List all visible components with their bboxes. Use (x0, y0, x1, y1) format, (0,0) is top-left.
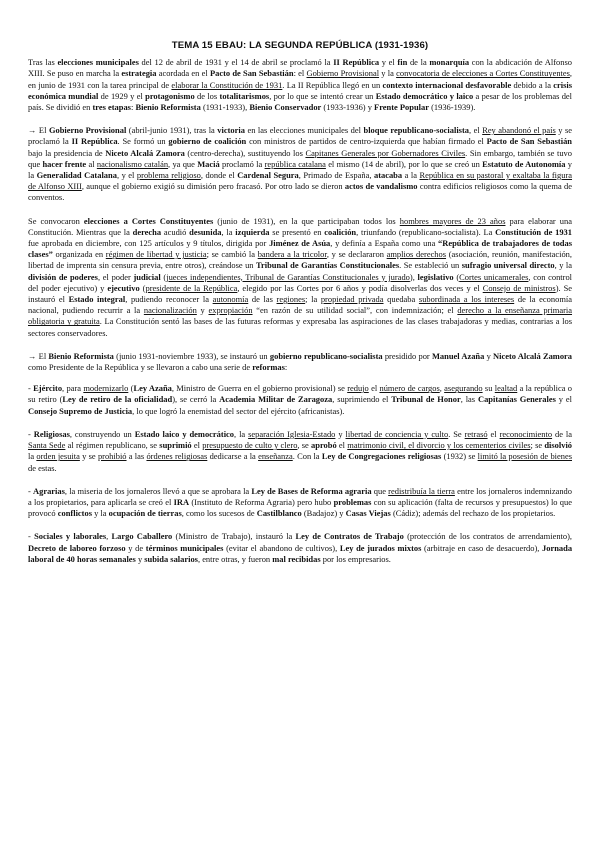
text-run: a la república o su retiro ( (28, 383, 572, 405)
text-run: ( (128, 383, 134, 394)
underlined-text: modernizarlo (83, 383, 129, 394)
text-run: como Presidente de la República y se llevaron a cabo una serie de (28, 362, 253, 373)
underlined-text: república catalana (264, 158, 326, 169)
text-run: por los empresarios. (320, 553, 391, 564)
bold-text: Manuel Azaña (431, 350, 485, 361)
text-run: (1931-1933), (200, 102, 250, 113)
bold-text: Estado laico y democrático (134, 428, 235, 439)
bold-text: Sociales y laborales (34, 531, 107, 542)
underlined-text: régimen de libertad y justicia (105, 249, 207, 260)
text-run: . La Constitución sentó las bases de las futuras reformas y expresaba las aspiraciones de las clases trabajadoras y medias, contrarias a los sectores conservadores. (28, 316, 572, 338)
text-run: el (487, 428, 500, 439)
text-run: debido a la (511, 79, 554, 90)
bold-text: crisis económica mundial (28, 79, 572, 101)
text-run: Se convocaron (28, 215, 84, 226)
bold-text: “República de trabajadores de todas clases” (28, 238, 573, 260)
bold-text: sufragio universal directo (461, 260, 555, 271)
bold-text: totalitarismos (219, 90, 270, 101)
text-run: (Badajoz) y (301, 508, 346, 519)
text-run: quedaba (383, 294, 419, 305)
text-run: con ministros de partidos de centro-izquierda que habían firmado el (246, 136, 487, 147)
text-run: del 12 de abril de 1931 y el 14 de abril se proclamó la (138, 57, 334, 68)
text-run: de 1929 y el (98, 90, 146, 101)
text-run: y (135, 553, 145, 564)
bold-text: Niceto Alcalá Zamora (105, 147, 185, 158)
text-run: presidido por (382, 350, 432, 361)
text-run: (Instituto de Reforma Agraria) pero hubo (189, 496, 334, 507)
text-run: ; se cambió la (206, 249, 258, 260)
bold-text: Castilblanco (256, 508, 302, 519)
underlined-text: Gobierno Provisional (306, 68, 380, 79)
text-run: . Sin embargo, también se tuvo que (28, 147, 572, 169)
text-run: , para (62, 383, 84, 394)
underlined-text: número de cargos (379, 383, 440, 394)
bold-text: IRA (173, 496, 190, 507)
underlined-text: elaborar la Constitución de 1931 (171, 79, 283, 90)
text-run: con su aplicación (falta de recursos y presupuestos) lo que provocó (28, 496, 572, 519)
bold-text: contexto internacional desfavorable (382, 79, 512, 90)
bold-text: Estado integral (68, 294, 126, 305)
text-run: de los (194, 90, 220, 101)
bold-text: Estado democrático y laico (375, 90, 474, 101)
bold-text: Ley Azaña (133, 383, 172, 394)
text-run: , (106, 531, 112, 542)
text-run: dedicarse a la (207, 451, 259, 462)
bold-text: gobierno republicano-socialista (269, 350, 383, 361)
text-run: . La II República llegó en un (282, 79, 383, 90)
bold-text: Decreto de laboreo forzoso (28, 542, 126, 553)
text-run: su (482, 383, 495, 394)
bold-text: derecha (132, 226, 162, 237)
bold-text: Gobierno Provisional (48, 125, 127, 136)
bold-text: desunida (189, 226, 222, 237)
bold-text: Ley de Congregaciones religiosas (321, 451, 442, 462)
text-run: y se proclamó la (28, 125, 573, 147)
bold-text: coalición (324, 226, 357, 237)
text-run: se presentó en (269, 226, 325, 237)
underlined-text: retrasó (464, 428, 488, 439)
text-run: (Cádiz); además del rechazo de los propietarios. (390, 508, 556, 519)
underlined-text: República en su pastoral y exaltaba la figura de Alfonso XIII (28, 170, 573, 192)
underlined-text: enseñanza (258, 451, 293, 462)
text-run: , ya que (168, 158, 198, 169)
text-run: y el (555, 394, 572, 405)
text-run: el (368, 383, 380, 394)
bold-text: gobierno de coalición (168, 136, 247, 147)
text-run: , donde el (200, 170, 238, 181)
bold-text: actos de vandalismo (344, 181, 418, 192)
text-run: y (335, 428, 346, 439)
text-run: , elegido por las Cortes por 6 años y podía disolverlas dos veces y el (237, 282, 483, 293)
underlined-text: limitó la posesión de bienes (477, 451, 572, 462)
text-run: , la (234, 428, 249, 439)
bold-text: Jiménez de Asúa (269, 238, 331, 249)
text-run: - (28, 531, 35, 542)
bold-text: estrategia (121, 68, 157, 79)
underlined-text: jueces independientes, Tribunal de Garantías Constitucionales y jurado (166, 271, 410, 282)
bold-text: Pacto de San Sebastián (486, 136, 573, 147)
text-run: , con control del poder ejecutivo) y (28, 271, 573, 293)
text-run: ; se (530, 440, 545, 451)
text-run: , el (468, 125, 483, 136)
text-run: ), (409, 271, 418, 282)
bold-text: Ley de retiro de la oficialidad (62, 394, 173, 405)
text-run: (protección de los contratos de arrendamiento), (403, 531, 573, 542)
bold-text: aprobó (311, 440, 337, 451)
text-run: , se (297, 440, 312, 451)
paragraph-constitucion (28, 216, 572, 339)
text-run: de la (552, 428, 573, 439)
text-run: al (86, 158, 97, 169)
text-run: para elaborar una Constitución. Mientras que la (28, 215, 572, 237)
underlined-text: lealtad (494, 383, 518, 394)
bold-text: Tribunal de Garantías Constitucionales (255, 260, 400, 271)
underlined-text: amplios derechos (386, 249, 447, 260)
text-run: a la (402, 170, 420, 181)
text-run: (1936-1939). (428, 102, 476, 113)
text-run: (abril-junio 1931), tras la (126, 125, 218, 136)
text-run: y el (379, 57, 398, 68)
text-run: de la (407, 57, 430, 68)
text-run: , como los sucesos de (181, 508, 257, 519)
bold-text: subida salarios (144, 553, 198, 564)
bold-text: Ley de Contratos de Trabajo (295, 531, 404, 542)
bold-text: elecciones a Cortes Constituyentes (83, 215, 214, 226)
text-run: (arbitraje en caso de desacuerdo), (421, 542, 543, 553)
text-run: → El (28, 350, 49, 361)
text-run: con la abdicación de Alfonso XIII. Se puso en marcha la (28, 57, 572, 79)
underlined-text: problema religioso (136, 170, 201, 181)
underlined-text: asegurando (444, 383, 483, 394)
text-run: . Se (448, 428, 465, 439)
text-run: , (439, 383, 445, 394)
bold-text: judicial (133, 271, 161, 282)
bold-text: atacaba (373, 170, 403, 181)
bold-text: Consejo Supremo de Justicia (28, 405, 133, 416)
bold-text: disolvió (544, 440, 573, 451)
bold-text: Frente Popular (374, 102, 429, 113)
underlined-text: bandera a la tricolor (257, 249, 327, 260)
paragraph-intro (28, 57, 572, 113)
bold-text: Casas Viejas (345, 508, 391, 519)
text-run: ( (453, 271, 460, 282)
bold-text: Niceto Alcalá Zamora (493, 350, 573, 361)
text-run: que (371, 485, 389, 496)
text-run: - (28, 383, 34, 394)
text-run: a pesar de los problemas del país. Se dividió en (28, 90, 573, 113)
text-run: , la miseria de los jornaleros llevó a que se aprobara la (64, 485, 252, 496)
text-run: , por lo que se intentó crear un (269, 90, 376, 101)
text-run: , las (460, 394, 478, 405)
text-run: contra edificios religiosos como la quema de conventos. (28, 181, 573, 203)
text-run: ; la (305, 294, 321, 305)
bold-text: suprimió (159, 440, 192, 451)
underlined-text: derecho a la enseñanza primaria obligatoria y gratuita (28, 305, 573, 327)
paragraph-reforma-social-laboral (28, 531, 572, 565)
bold-text: fin (397, 57, 408, 68)
text-run: en las elecciones municipales del (244, 125, 364, 136)
bold-text: hacer frente (42, 158, 87, 169)
underlined-text: presidente de la República (145, 282, 238, 293)
bold-text: elecciones municipales (57, 57, 139, 68)
text-run: (centro-derecha), sustituyendo los (184, 147, 306, 158)
underlined-text: separación Iglesia-Estado (248, 428, 336, 439)
paragraph-bienio-reformista (28, 351, 572, 373)
bold-text: términos municipales (145, 542, 224, 553)
bold-text: II República (71, 136, 118, 147)
bold-text: Ley de Bases de Reforma agraria (251, 485, 372, 496)
text-run: (junio de 1931), en la que participaban todos los (213, 215, 400, 226)
text-run: (asociación, reunión, manifestación, libertad de imprenta sin censura previa, entre otros), creándose un (28, 249, 572, 271)
text-run: . Con la (292, 451, 322, 462)
bold-text: protagonismo (145, 90, 195, 101)
text-run: y (196, 305, 209, 316)
text-run: , pudiendo reconocer la (125, 294, 213, 305)
text-run: acudió (161, 226, 190, 237)
text-run: : (130, 102, 136, 113)
text-run: . Se estableció un (399, 260, 462, 271)
underlined-text: hombres mayores de 23 años (399, 215, 506, 226)
text-run: entre los jornaleros indemnizando a los propietarios, para aplicarla se creó el (28, 485, 572, 507)
bold-text: Cardenal Segura (237, 170, 299, 181)
text-run: y la (379, 68, 397, 79)
bold-text: Largo Caballero (111, 531, 173, 542)
text-run: → El (28, 125, 49, 136)
text-run: (1933-1936) y (321, 102, 375, 113)
bold-text: Maciá (197, 158, 220, 169)
text-run: el (336, 440, 348, 451)
underlined-text: libertad de conciencia y culto (345, 428, 449, 439)
underlined-text: Cortes unicamerales (459, 271, 529, 282)
text-run: (Ministro de Trabajo), instauró la (172, 531, 296, 542)
bold-text: Ley de jurados mixtos (339, 542, 422, 553)
underlined-text: reconocimiento (499, 428, 553, 439)
bold-text: monarquía (429, 57, 470, 68)
text-run: y (484, 350, 494, 361)
text-run: - (28, 428, 34, 439)
bold-text: victoria (217, 125, 245, 136)
text-run: , el poder (97, 271, 134, 282)
text-run: , la (221, 226, 236, 237)
text-run: . Se formó un (117, 136, 169, 147)
text-run: la (28, 451, 37, 462)
underlined-text: matrimonio civil, el divorcio y los cementerios civiles (347, 440, 531, 451)
underlined-text: órdenes religiosas (146, 451, 208, 462)
bold-text: Bienio Conservador (249, 102, 322, 113)
text-run: organizada en (52, 249, 106, 260)
text-run: (evitar el abandono de cultivos), (223, 542, 340, 553)
text-run: al régimen republicano, se (65, 440, 160, 451)
underlined-text: redistribuía la tierra (388, 485, 455, 496)
bold-text: mal recibidas (272, 553, 321, 564)
underlined-text: subordinada a los intereses (418, 294, 515, 305)
bold-text: Academia Militar de Zaragoza (219, 394, 333, 405)
bold-text: tres etapas (92, 102, 131, 113)
text-run: el (191, 440, 203, 451)
underlined-text: autonomía (212, 294, 249, 305)
document-title: TEMA 15 EBAU: LA SEGUNDA REPÚBLICA (1931-1936) (171, 40, 429, 51)
text-run: Tras las (28, 57, 58, 68)
text-run: (1932) se (441, 451, 478, 462)
text-run: , y la (554, 260, 572, 271)
paragraph-reforma-religiosa (28, 429, 572, 474)
underlined-text: prohibió (97, 451, 127, 462)
text-run: ( (160, 271, 167, 282)
text-run: fue aprobada en diciembre, con 125 artículos y 9 títulos, dirigida por (28, 238, 270, 249)
bold-text: ocupación de tierras (108, 508, 182, 519)
bold-text: problemas (333, 496, 372, 507)
text-run: ), se cerró la (172, 394, 220, 405)
text-run: (junio 1931-noviembre 1933), se instauró un (113, 350, 270, 361)
bold-text: Estatuto de Autonomía (482, 158, 566, 169)
underlined-text: nacionalización (143, 305, 197, 316)
underlined-text: Capitanes Generales por Gobernadores Civiles (305, 147, 466, 158)
bold-text: Pacto de San Sebastián (209, 68, 294, 79)
bold-text: reformas (252, 362, 285, 373)
text-run: y la (91, 508, 109, 519)
text-run: de la economía nacional, pudiendo recurrir a la (28, 294, 572, 316)
bold-text: ejecutivo (107, 282, 140, 293)
text-run: , entre otras, y fueron (197, 553, 273, 564)
text-run: acordada en el (156, 68, 210, 79)
paragraph-reforma-agraria (28, 486, 572, 520)
text-run: de estas. (28, 462, 57, 473)
bold-text: Generalidad Catalana (36, 170, 117, 181)
text-run: el mismo (14 de abril), por lo que se creó un (325, 158, 483, 169)
text-run: , en junio de 1931 con la tarea principal de (28, 68, 573, 90)
bold-text: II República (333, 57, 380, 68)
underlined-text: propiedad privada (320, 294, 384, 305)
text-run: : (284, 362, 288, 373)
bold-text: Religiosas (33, 428, 70, 439)
paragraph-reforma-ejercito (28, 383, 572, 417)
underlined-text: presupuesto de culto y clero (202, 440, 298, 451)
text-run: de las (248, 294, 277, 305)
bold-text: Ejército (33, 383, 63, 394)
underlined-text: convocatoria de elecciones a Cortes Constituyentes (396, 68, 570, 79)
bold-text: Bienio Reformista (135, 102, 201, 113)
bold-text: Bienio Reformista (48, 350, 114, 361)
text-run: , y el (116, 170, 137, 181)
text-run: , triunfando (republicano-socialista). La (356, 226, 496, 237)
bold-text: conflictos (57, 508, 92, 519)
underlined-text: orden jesuita (36, 451, 80, 462)
text-run: proclamó la (219, 158, 265, 169)
text-run: ( (139, 282, 146, 293)
bold-text: bloque republicano-socialista (363, 125, 469, 136)
bold-text: legislativo (417, 271, 454, 282)
underlined-text: Consejo de ministros (482, 282, 556, 293)
underlined-text: redujo (347, 383, 369, 394)
bold-text: izquierda (235, 226, 270, 237)
text-run: “en razón de su utilidad social”, con indemnización; el (252, 305, 458, 316)
text-run: , aunque el gobierno exigió su dimisión pero fracasó. Por otro lado se dieron (81, 181, 345, 192)
text-run: , suprimiendo el (332, 394, 392, 405)
text-run: ). Se instauró el (28, 282, 573, 305)
text-run: - (28, 485, 34, 496)
underlined-text: Santa Sede (28, 440, 66, 451)
text-run: , Primado de España, (298, 170, 374, 181)
bold-text: Tribunal de Honor (391, 394, 461, 405)
bold-text: división de poderes (28, 271, 98, 282)
text-run: y de (125, 542, 146, 553)
text-run: , y definía a España como una (330, 238, 439, 249)
text-run: , lo que logró la enemistad del sector del ejército (africanistas). (132, 405, 345, 416)
text-run: y la (28, 158, 572, 181)
text-run: , Ministro de Guerra en el gobierno provisional) se (171, 383, 348, 394)
bold-text: Capitanías Generales (477, 394, 556, 405)
bold-text: Constitución de 1931 (495, 226, 572, 237)
underlined-text: Rey abandonó el país (482, 125, 556, 136)
underlined-text: expropiación (208, 305, 253, 316)
text-run: y se (79, 451, 98, 462)
underlined-text: nacionalismo catalán (96, 158, 169, 169)
text-run: a las (126, 451, 147, 462)
text-run: , construyendo un (69, 428, 135, 439)
bold-text: Jornada laboral de 40 horas semanales (28, 542, 573, 564)
paragraph-gobierno-provisional (28, 125, 572, 203)
text-run: bajo la presidencia de (28, 147, 106, 158)
bold-text: Agrarias (33, 485, 65, 496)
underlined-text: regiones (276, 294, 306, 305)
text-run: , y se declararon (326, 249, 387, 260)
text-run: : el (293, 68, 307, 79)
